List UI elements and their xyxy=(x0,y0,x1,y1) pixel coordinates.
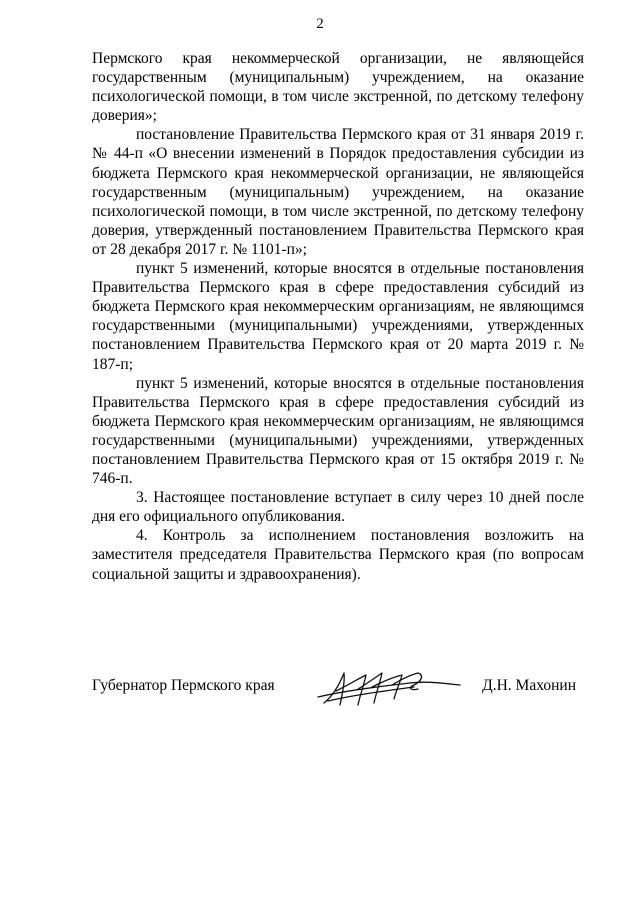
signatory-position: Губернатор Пермского края xyxy=(92,677,275,694)
signatory-name: Д.Н. Махонин xyxy=(482,677,576,694)
paragraph-5: 3. Настоящее постановление вступает в силу через 10 дней после дня его официального опубликования. xyxy=(92,489,584,526)
signature-block xyxy=(92,665,584,715)
paragraph-4: пункт 5 изменений, которые вносятся в отдельные постановления Правительства Пермского края в сфере предоставления субсидий из бюджета Пермского края некоммерческим организациям, не являющимся государственными (муниципальными) учреждениями, утвержденных постановлением Правительства Пермского края от 15 октября 2019 г. № 746-п. xyxy=(92,374,584,488)
paragraph-6: 4. Контроль за исполнением постановления возложить на заместителя председателя Правительства Пермского края (по вопросам социальной защиты и здравоохранения). xyxy=(92,527,584,583)
paragraph-1: Пермского края некоммерческой организации, не являющейся государственным (муниципальным) учреждением, на оказание психологической помощи, в том числе экстренной, по детскому телефону доверия»; xyxy=(92,50,584,125)
handwritten-signature xyxy=(314,665,464,709)
page-number: 2 xyxy=(316,16,324,32)
document-body xyxy=(92,49,584,584)
paragraph-3: пункт 5 изменений, которые вносятся в отдельные постановления Правительства Пермского края в сфере предоставления субсидий из бюджета Пермского края некоммерческим организациям, не являющимся государственными (муниципальными) учреждениями, утвержденных постановлением Правительства Пермского края от 20 марта 2019 г. № 187-п; xyxy=(92,260,584,373)
paragraph-2: постановление Правительства Пермского края от 31 января 2019 г. № 44-п «О внесении изменений в Порядок предоставления субсидии из бюджета Пермского края некоммерческой организации, не являющейся государственным (муниципальным) учреждением, на оказание психологической помощи, в том числе экстренной, по детскому телефону доверия, утвержденный постановлением Правительства Пермского края от 28 декабря 2017 г. № 1101-п»; xyxy=(92,126,584,258)
